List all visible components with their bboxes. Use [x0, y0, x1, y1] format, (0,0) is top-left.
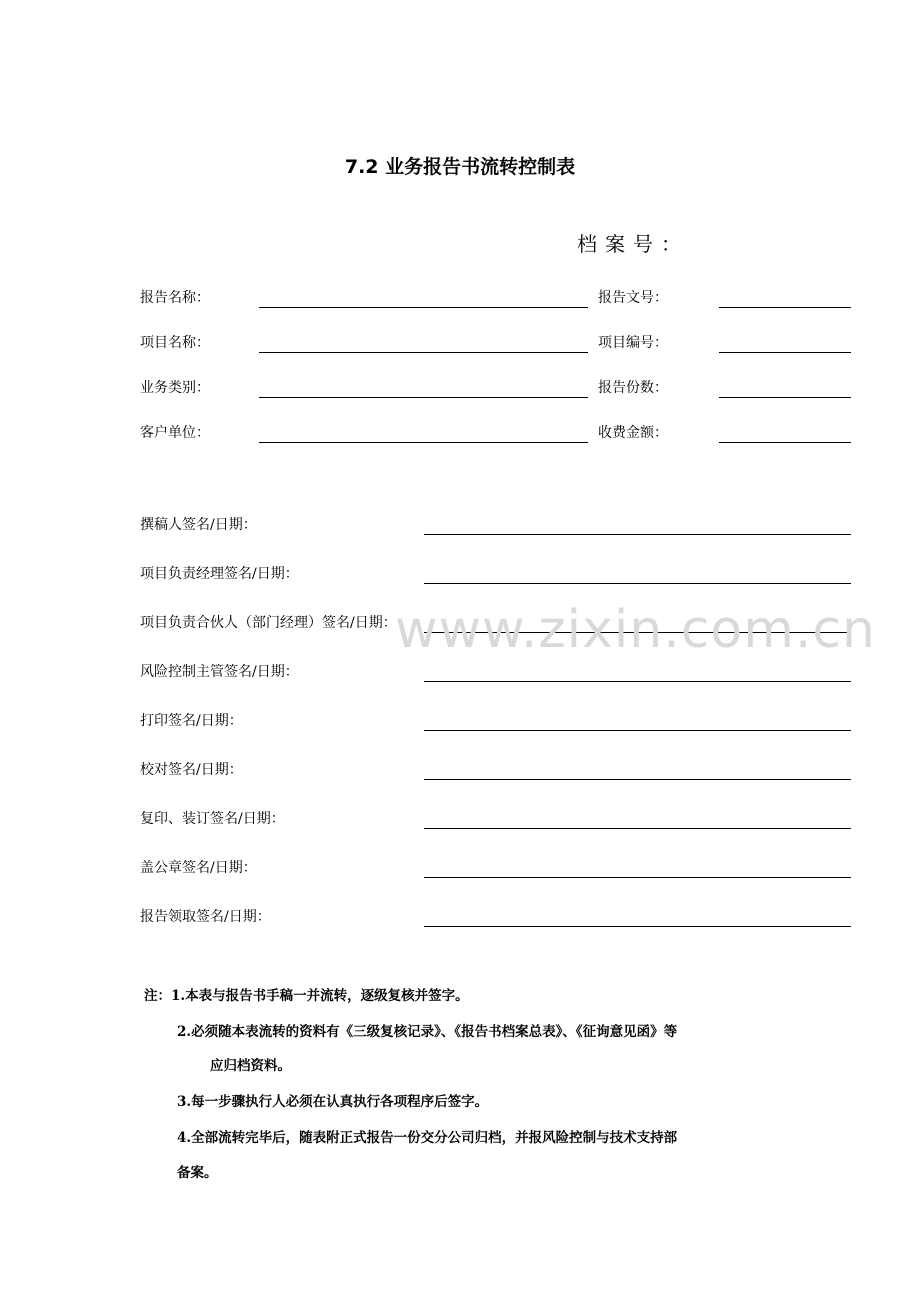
signature-label-project-manager: 项目负责经理签名/日期：: [140, 566, 299, 582]
archive-number-label: 档案号：: [577, 232, 689, 256]
signature-field-drafter[interactable]: [424, 534, 851, 535]
signature-field-print[interactable]: [424, 730, 851, 731]
watermark: www.zixin.com.cn: [395, 600, 876, 660]
report-number-label: 报告文号：: [598, 290, 668, 306]
signature-label-pickup: 报告领取签名/日期：: [140, 909, 271, 925]
report-name-field[interactable]: [259, 307, 588, 308]
client-unit-label: 客户单位：: [140, 425, 210, 441]
signature-field-risk-control[interactable]: [424, 681, 851, 682]
signature-field-partner[interactable]: [424, 632, 851, 633]
signature-field-proofread[interactable]: [424, 779, 851, 780]
page-title: 7.2 业务报告书流转控制表: [344, 156, 576, 178]
signature-label-risk-control: 风险控制主管签名/日期：: [140, 664, 299, 680]
signature-field-copy-binding[interactable]: [424, 828, 851, 829]
note-3: 3.每一步骤执行人必须在认真执行各项程序后签字。: [177, 1094, 489, 1110]
signature-label-copy-binding: 复印、装订签名/日期：: [140, 811, 285, 827]
signature-label-drafter: 撰稿人签名/日期：: [140, 517, 257, 533]
project-name-label: 项目名称：: [140, 335, 210, 351]
project-code-field[interactable]: [719, 352, 851, 353]
client-unit-field[interactable]: [259, 442, 588, 443]
signature-label-partner: 项目负责合伙人（部门经理）签名/日期：: [140, 615, 397, 631]
signature-label-print: 打印签名/日期：: [140, 713, 243, 729]
signature-label-seal: 盖公章签名/日期：: [140, 860, 257, 876]
business-type-label: 业务类别：: [140, 380, 210, 396]
note-1: 注：1.本表与报告书手稿一并流转，逐级复核并签字。: [144, 988, 469, 1004]
signature-field-project-manager[interactable]: [424, 583, 851, 584]
signature-label-proofread: 校对签名/日期：: [140, 762, 243, 778]
note-4-line-2: 备案。: [177, 1165, 218, 1181]
note-2-line-2: 应归档资料。: [210, 1058, 291, 1074]
report-copies-field[interactable]: [719, 397, 851, 398]
fee-amount-field[interactable]: [719, 442, 851, 443]
note-4-line-1: 4.全部流转完毕后，随表附正式报告一份交分公司归档，并报风险控制与技术支持部: [177, 1130, 678, 1146]
report-number-field[interactable]: [719, 307, 851, 308]
signature-field-pickup[interactable]: [424, 926, 851, 927]
fee-amount-label: 收费金额：: [598, 425, 668, 441]
signature-field-seal[interactable]: [424, 877, 851, 878]
note-2-line-1: 2.必须随本表流转的资料有《三级复核记录》、《报告书档案总表》、《征询意见函》等: [177, 1024, 678, 1040]
report-copies-label: 报告份数：: [598, 380, 668, 396]
report-name-label: 报告名称：: [140, 290, 210, 306]
project-code-label: 项目编号：: [598, 335, 668, 351]
project-name-field[interactable]: [259, 352, 588, 353]
business-type-field[interactable]: [259, 397, 588, 398]
